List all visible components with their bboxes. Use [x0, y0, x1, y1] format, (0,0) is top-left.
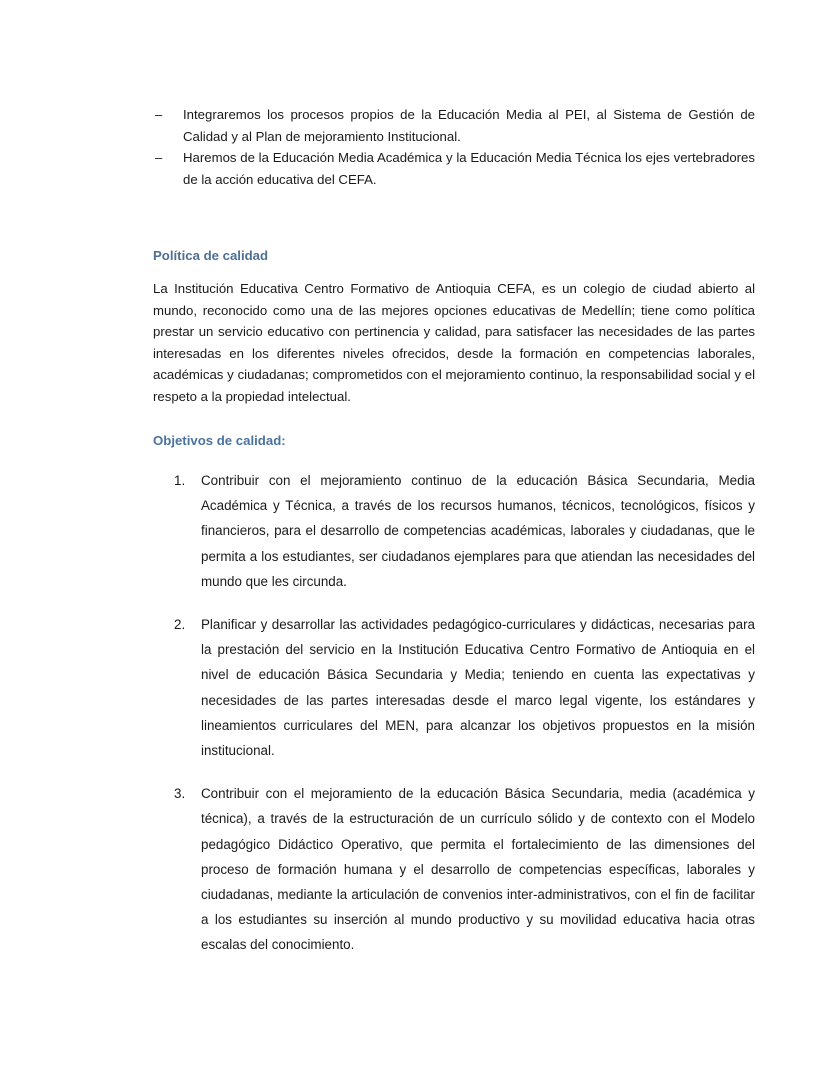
dash-bullet-icon: –: [155, 107, 163, 122]
section-heading-policy: Política de calidad: [153, 248, 269, 263]
document-content: [153, 104, 755, 958]
list-item: [153, 612, 755, 763]
list-item: [153, 147, 755, 190]
list-item-text: Planificar y desarrollar las actividades pedagógico-curriculares y didácticas, necesarias para la prestación del servicio en la Institución Educativa Centro Formativo de Antioquia en el nivel de educación Básica Secundaria y Media; teniendo en cuenta las expectativas y necesidades de las partes interesadas desde el marco legal vigente, los estándares y lineamientos curriculares del MEN, para alcanzar los objetivos propuestos en la misión institucional.: [201, 617, 755, 759]
list-number-marker: 2.: [174, 617, 186, 633]
section-heading-objectives: Objetivos de calidad:: [153, 433, 286, 448]
list-item: [153, 468, 755, 594]
list-item-text: Contribuir con el mejoramiento de la educación Básica Secundaria, media (académica y técnica), a través de la estructuración de un currículo sólido y de contexto con el Modelo pedagógico Didáctico Operativo, que permita el fortalecimiento de las dimensiones del proceso de formación humana y el desarrollo de competencias específicas, laborales y ciudadanas, mediante la articulación de convenios inter-administrativos, con el fin de facilitar a los estudiantes su inserción al mundo productivo y su movilidad educativa hacia otras escalas del conocimiento.: [201, 786, 755, 953]
list-number-marker: 3.: [174, 786, 186, 802]
list-number-marker: 1.: [174, 473, 186, 488]
list-item-text: Integraremos los procesos propios de la Educación Media al PEI, al Sistema de Gestión de Calidad y al Plan de mejoramiento Institucional.: [183, 107, 755, 144]
intro-bullet-list: [153, 104, 755, 190]
list-item: [153, 781, 755, 957]
list-item-text: Haremos de la Educación Media Académica y la Educación Media Técnica los ejes vertebradores de la acción educativa del CEFA.: [183, 150, 755, 187]
dash-bullet-icon: –: [155, 150, 163, 165]
policy-paragraph: La Institución Educativa Centro Formativo de Antioquia CEFA, es un colegio de ciudad abierto al mundo, reconocido como una de las mejores opciones educativas de Medellín; tiene como política prestar un servicio educativo con pertinencia y calidad, para satisfacer las necesidades de las partes interesadas en los diferentes niveles ofrecidos, desde la formación en competencias laborales, académicas y ciudadanas; comprometidos con el mejoramiento continuo, la responsabilidad social y el respeto a la propiedad intelectual.: [153, 281, 755, 404]
list-item-text: Contribuir con el mejoramiento continuo de la educación Básica Secundaria, Media Académica y Técnica, a través de los recursos humanos, técnicos, tecnológicos, físicos y financieros, para el desarrollo de competencias académicas, laborales y ciudadanas, que le permita a los estudiantes, ser ciudadanos ejemplares para que atiendan las necesidades del mundo que les circunda.: [201, 473, 755, 589]
list-item: [153, 104, 755, 147]
objectives-list: [153, 468, 755, 958]
